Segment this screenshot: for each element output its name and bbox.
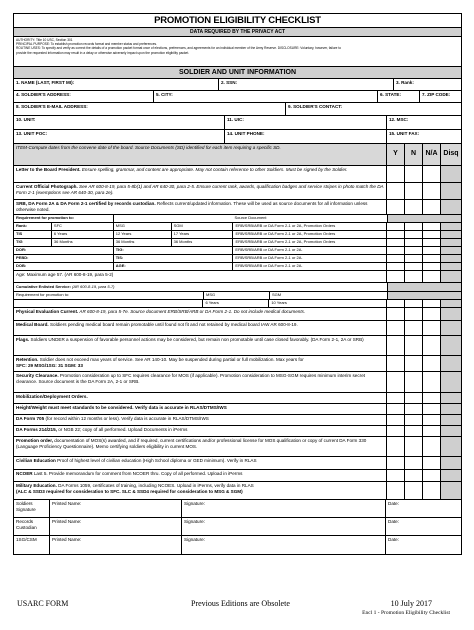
checklist-form xyxy=(13,13,462,555)
check-no[interactable] xyxy=(405,356,423,371)
cum-service-text xyxy=(14,283,388,291)
cum-req-label: Requirement for promotion to: xyxy=(14,292,204,299)
tis-source: ERB/SRB/ARB or DA Form 2-1 or 2A, Promotion Orders xyxy=(233,231,387,238)
check-yes[interactable] xyxy=(387,247,405,254)
dor-row xyxy=(14,247,461,255)
item-height-weight-text: Height/Weight must meet standards to be considered. Verify data is accurate in RLAS/DTMS/IWS xyxy=(14,404,387,414)
check-yes[interactable] xyxy=(387,415,405,425)
item-physical-title: Physical Evaluation Current. xyxy=(16,309,79,314)
rank-source: ERB/SRB/ARB or DA Form 2-1 or 2A, Promotion Orders xyxy=(233,223,387,230)
item-header: ITEM-Compute dates from the convene date of the board. Source Documents (SD) identified for each item requiring a specific SD. xyxy=(14,144,387,165)
unit-phone-field[interactable]: 14. UNIT PHONE: xyxy=(225,130,387,143)
tig-value-label[interactable]: TIG: xyxy=(114,247,234,254)
unit-fax-field[interactable]: 15. UNIT FAX: xyxy=(389,131,420,136)
check-yes[interactable] xyxy=(387,200,405,214)
item-physical-text xyxy=(14,308,387,320)
principal-purpose-text: PRINCIPAL PURPOSE: To establish promotion records format and member status and preferences. xyxy=(16,42,157,47)
records-date[interactable]: Date: xyxy=(388,519,399,524)
footer-obsolete: Previous Editions are Obsolete xyxy=(191,599,290,608)
city-field[interactable]: 5. CITY: xyxy=(154,91,378,102)
check-yes[interactable] xyxy=(387,457,405,469)
check-yes[interactable] xyxy=(387,437,405,456)
rank-field[interactable]: 3. Rank: xyxy=(396,80,414,85)
msc-field[interactable]: 12. MSC: xyxy=(389,117,409,122)
req-row xyxy=(14,215,461,223)
check-no[interactable] xyxy=(405,415,423,425)
privacy-statement xyxy=(14,37,461,67)
item-security-title: Security Clearance. xyxy=(16,373,59,378)
footer-form-name: USARC FORM xyxy=(17,599,69,608)
check-no[interactable] xyxy=(405,239,423,246)
check-na[interactable] xyxy=(423,255,441,262)
check-yes[interactable] xyxy=(387,166,405,182)
source-doc-label: Source Document xyxy=(114,215,388,222)
check-na[interactable] xyxy=(423,166,441,182)
check-no[interactable] xyxy=(405,393,423,403)
check-na[interactable] xyxy=(423,321,441,335)
item-letter-title: Letter to the Board President. xyxy=(16,167,81,172)
cum-rank-sgm: SGM xyxy=(270,292,388,299)
check-yes[interactable] xyxy=(387,231,405,238)
csm-printed-name[interactable]: Printed Name: xyxy=(50,536,182,554)
check-yes[interactable] xyxy=(387,426,405,436)
row-unit xyxy=(14,116,461,130)
check-na[interactable] xyxy=(423,231,441,238)
check-na[interactable] xyxy=(423,470,441,481)
check-disq[interactable] xyxy=(441,415,461,425)
col-disq: Disq xyxy=(443,150,459,157)
check-na[interactable] xyxy=(423,336,441,355)
rank-sgm: SGM xyxy=(172,223,234,230)
ssn-field[interactable]: 2. SSN: xyxy=(219,79,394,90)
check-na[interactable] xyxy=(423,415,441,425)
tig-msg: 36 Months xyxy=(114,239,172,246)
name-field[interactable]: 1. NAME (LAST, FIRST MI): xyxy=(14,79,219,90)
item-705-desc: (for record within 12 months or less). Verify data is accurate in RLAS/DTMS/IWS xyxy=(44,416,209,421)
age-value-label[interactable]: AGE: xyxy=(114,263,234,270)
item-military-ed xyxy=(14,482,461,500)
dob-source: ERB/SRB/ARB or DA Form 2-1 or 2A. xyxy=(233,263,387,270)
check-no[interactable] xyxy=(405,372,423,392)
address-field[interactable]: 4. SOLDIER'S ADDRESS: xyxy=(14,91,154,102)
check-na[interactable] xyxy=(423,239,441,246)
tig-sgm: 36 Months xyxy=(172,239,234,246)
item-physical-desc: AR 600-8-19, para 5-7e. Source document ERB/SRB/ARB or DA Form 2-1. Do not include medical documents. xyxy=(78,309,306,314)
item-civilian-title: Civilian Education xyxy=(16,458,56,463)
check-disq[interactable] xyxy=(441,300,461,307)
unit-field[interactable]: 10. UNIT: xyxy=(14,116,225,129)
item-military-req: (ALC & SSD3 required for consideration to SFC. SLC & SSD4 required for consideration to MSG & SGM) xyxy=(16,488,243,494)
check-disq[interactable] xyxy=(441,426,461,436)
footer-enclosure: Encl 1 - Promotion Eligibility Checklist xyxy=(362,610,450,616)
tis-label: TIS xyxy=(14,231,52,238)
item-medical-title: Medical Board. xyxy=(16,322,49,327)
check-disq[interactable] xyxy=(441,482,461,499)
tis-value-label[interactable]: TIS: xyxy=(114,255,234,262)
item-photo-text xyxy=(14,183,387,199)
row-address xyxy=(14,91,461,103)
rank-row xyxy=(14,223,461,231)
rank-label: Rank: xyxy=(14,223,52,230)
check-disq[interactable] xyxy=(441,437,461,456)
page-footer xyxy=(13,597,462,619)
check-na[interactable] xyxy=(423,271,441,282)
check-no[interactable] xyxy=(405,223,423,230)
check-no[interactable] xyxy=(405,426,423,436)
check-disq[interactable] xyxy=(441,271,461,282)
item-retention-max: SFC: 29 MSG/1SG: 31 SGM: 33 xyxy=(16,362,83,368)
check-no[interactable] xyxy=(405,271,423,282)
rank-sfc: SFC xyxy=(52,223,114,230)
shaded-block xyxy=(388,292,461,299)
item-srb-title: SRB, DA Form 2A & DA Form 2-1 certified by records custodian. xyxy=(16,201,156,206)
tig-row xyxy=(14,239,461,247)
check-no[interactable] xyxy=(405,166,423,182)
check-yes[interactable] xyxy=(387,482,405,499)
item-promotion-desc: documentation of MOS(s) awarded, and if required, current certifications and/or professional license for MOS qualification or copy of current DA Form 330 (Language Proficiency Questionnaire). Memo certifying soldiers eligibility in current MOS. xyxy=(16,438,367,449)
records-signature[interactable]: Signature: xyxy=(182,518,386,535)
check-yes[interactable] xyxy=(387,308,405,320)
check-disq[interactable] xyxy=(441,239,461,246)
item-photo xyxy=(14,183,461,200)
check-no[interactable] xyxy=(405,263,423,270)
item-medical-text xyxy=(14,321,387,335)
item-military-text xyxy=(14,482,387,499)
check-yes[interactable] xyxy=(387,223,405,230)
item-srb-text xyxy=(14,200,387,214)
check-na[interactable] xyxy=(423,263,441,270)
check-no[interactable] xyxy=(405,437,423,456)
routine-uses-text: ROUTINE USES: To specify and verify as correct the details of a promotion packet format once of elections, preferences, and agreements for an individual member of the Army Reserve. DISCLOSURE: Voluntary, however, failure to xyxy=(16,46,341,51)
check-no[interactable] xyxy=(405,457,423,469)
check-no[interactable] xyxy=(405,470,423,481)
item-214-desc: or NGB 22; copy of all performed. Upload Documents in iPerms xyxy=(56,427,188,432)
sig-row-soldier xyxy=(14,500,461,518)
item-ncoer-title: NCOER xyxy=(16,471,33,476)
item-flags xyxy=(14,336,461,356)
check-no[interactable] xyxy=(405,200,423,214)
soldier-date[interactable]: Date: xyxy=(388,501,399,506)
item-214-text xyxy=(14,426,387,436)
check-disq[interactable] xyxy=(441,263,461,270)
check-no[interactable] xyxy=(405,336,423,355)
item-security xyxy=(14,372,461,393)
tig-label: TIG xyxy=(14,239,52,246)
check-no[interactable] xyxy=(405,308,423,320)
check-na[interactable] xyxy=(423,200,441,214)
row-name xyxy=(14,79,461,91)
item-flags-text xyxy=(14,336,387,355)
col-na: N/A xyxy=(423,144,441,165)
req-label: Requirement for promotion to: xyxy=(14,215,114,222)
check-na[interactable] xyxy=(423,247,441,254)
contact-field[interactable]: 9. SOLDIER'S CONTACT: xyxy=(288,104,343,109)
check-disq[interactable] xyxy=(441,321,461,335)
check-yes[interactable] xyxy=(387,183,405,199)
check-na[interactable] xyxy=(423,372,441,392)
tis-row xyxy=(14,231,461,239)
item-form-705 xyxy=(14,415,461,426)
check-yes[interactable] xyxy=(387,239,405,246)
item-srb-desc: Reflects current/updated information. These will be used as source documents for all information unless otherwise noted. xyxy=(16,201,368,212)
check-no[interactable] xyxy=(405,482,423,499)
item-civilian-text xyxy=(14,457,387,469)
records-printed-name[interactable]: Printed Name: xyxy=(50,518,182,535)
item-letter xyxy=(14,166,461,183)
dob-row xyxy=(14,263,461,271)
item-ncoer-desc: Last 5. Provide memorandum for comment from NCOER thru. Copy of all performed. Upload in iPerms xyxy=(32,471,243,476)
tis-sfc: 6 Years xyxy=(52,231,114,238)
item-promotion-title: Promotion order, xyxy=(16,438,54,443)
item-ncoer-text xyxy=(14,470,387,481)
check-na[interactable] xyxy=(423,308,441,320)
age-requirement: Age: Maximum age 57. (AR 600-8-19, para 5-2) xyxy=(14,271,387,282)
pebd-source: ERB/SRB/ARB or DA Form 2-1 or 2A. xyxy=(233,255,387,262)
sig-row-records xyxy=(14,518,461,536)
authority-text: AUTHORITY: Title 10 USC, Section 301 xyxy=(16,38,73,42)
records-sig-label: Records Custodian xyxy=(14,518,50,535)
unit-poc-field[interactable]: 13. UNIT POC: xyxy=(14,130,225,143)
item-security-text xyxy=(14,372,387,392)
item-letter-text xyxy=(14,166,387,182)
check-no[interactable] xyxy=(405,300,423,307)
dob-label[interactable]: DOB: xyxy=(14,263,114,270)
cum-years-row xyxy=(14,300,461,308)
check-disq[interactable] xyxy=(441,457,461,469)
check-yes[interactable] xyxy=(387,271,405,282)
soldier-sig-label: Soldiers Signature xyxy=(14,500,50,517)
check-disq[interactable] xyxy=(441,231,461,238)
check-disq[interactable] xyxy=(441,470,461,481)
item-civilian-desc: Proof of highest level of civilian education (High School diploma or GED minimum). Verify in RLAS xyxy=(55,458,257,463)
check-yes[interactable] xyxy=(387,336,405,355)
item-214-title: DA Forms 214/215, xyxy=(16,427,57,432)
check-yes[interactable] xyxy=(387,404,405,414)
item-physical xyxy=(14,308,461,321)
tig-source: ERB/SRB/ARB or DA Form 2-1 or 2A, Promotion Orders xyxy=(233,239,387,246)
check-disq[interactable] xyxy=(441,336,461,355)
pebd-label[interactable]: PEBD: xyxy=(14,255,114,262)
cum-service-row xyxy=(14,283,461,292)
form-title: PROMOTION ELIGIBILITY CHECKLIST xyxy=(14,14,461,28)
check-yes[interactable] xyxy=(387,255,405,262)
checklist-header xyxy=(14,144,461,166)
cum-years-sgm: 10 Years xyxy=(269,300,387,307)
csm-date[interactable]: Date: xyxy=(388,537,399,542)
item-ncoer xyxy=(14,470,461,482)
item-flags-desc: Soldiers UNDER a suspension of favorable personnel actions may be considered, but remain non promotable until case closed favorably. (DA Form 2-1, 2A or SRB) xyxy=(29,337,364,342)
check-no[interactable] xyxy=(405,231,423,238)
dor-label[interactable]: DOR: xyxy=(14,247,114,254)
check-no[interactable] xyxy=(405,183,423,199)
check-yes[interactable] xyxy=(387,393,405,403)
age-row xyxy=(14,271,461,283)
check-yes[interactable] xyxy=(387,356,405,371)
check-no[interactable] xyxy=(405,255,423,262)
csm-signature[interactable]: Signature: xyxy=(182,536,386,554)
cum-service-title: Cumulative Enlisted Service: xyxy=(16,284,71,289)
pebd-row xyxy=(14,255,461,263)
section-header: SOLDIER AND UNIT INFORMATION xyxy=(14,67,461,79)
item-medical-desc: Soldiers pending medical board remain promotable until found not fit and not retained by medical board IAW AR 600-8-19. xyxy=(48,322,298,327)
row-poc xyxy=(14,130,461,144)
check-disq[interactable] xyxy=(441,372,461,392)
cum-rank-row xyxy=(14,292,461,300)
privacy-banner: DATA REQUIRED BY THE PRIVACY ACT xyxy=(14,28,461,37)
item-retention-text xyxy=(14,356,387,371)
item-letter-desc: Ensure spelling, grammar, and content are appropriate. May not contain reference to other Soldiers. Must be signed by the Soldier. xyxy=(80,167,348,172)
check-na[interactable] xyxy=(423,356,441,371)
check-no[interactable] xyxy=(405,247,423,254)
check-disq[interactable] xyxy=(441,200,461,214)
item-mobilization xyxy=(14,393,461,404)
check-disq[interactable] xyxy=(441,404,461,414)
col-yes: Y xyxy=(387,144,405,165)
check-no[interactable] xyxy=(405,321,423,335)
check-na[interactable] xyxy=(423,300,441,307)
item-photo-desc: See AR 600-8-19, para 5-8b(1) and AR 640-30, para 2-5. Ensure current rank, awards, qualification badges and service stripes in photo match the DA Form 2-1 (exemptions see AR 640-30, para 2e). xyxy=(16,184,384,195)
item-705-text xyxy=(14,415,387,425)
check-disq[interactable] xyxy=(441,223,461,230)
item-retention-desc: Soldier does not exceed max years of service. See AR 140-10. May be suspended during partial or full mobilization. Max years for xyxy=(38,357,304,362)
soldier-signature[interactable]: Signature: xyxy=(182,500,386,517)
check-na[interactable] xyxy=(423,183,441,199)
check-yes[interactable] xyxy=(387,470,405,481)
shaded-block xyxy=(388,283,461,291)
check-disq[interactable] xyxy=(441,183,461,199)
tis-sgm: 17 Years xyxy=(172,231,234,238)
check-disq[interactable] xyxy=(441,247,461,254)
cum-blank xyxy=(14,300,203,307)
check-na[interactable] xyxy=(423,426,441,436)
email-field[interactable]: 8. SOLDIER'S E-MAIL ADDRESS: xyxy=(14,103,286,115)
check-no[interactable] xyxy=(405,404,423,414)
item-photo-title: Current Official Photograph. xyxy=(16,184,78,189)
routine-uses-text-2: provide the requested information may result in a delay or otherwise adversely impact upon the promotion eligibility packet. xyxy=(16,50,190,55)
check-yes[interactable] xyxy=(387,372,405,392)
cum-years-msg: 6 Years xyxy=(203,300,269,307)
check-disq[interactable] xyxy=(441,166,461,182)
col-no: N xyxy=(405,144,423,165)
item-form-214 xyxy=(14,426,461,437)
item-retention-title: Retention. xyxy=(16,357,39,362)
shaded-block xyxy=(388,215,461,222)
item-military-title: Military Education. xyxy=(16,483,57,488)
item-mobilization-text: Mobilization/Deployment Orders. xyxy=(14,393,387,403)
check-disq[interactable] xyxy=(441,255,461,262)
state-field[interactable]: 6. STATE: xyxy=(378,91,420,102)
cum-rank-msg: MSG xyxy=(204,292,270,299)
item-security-desc: Promotion consideration up to SFC requires clearance for MOS (if applicable). Promotion consideration to MSG-SGM requires minimum interim secret clearance. Source document is the DA Form 2A, 2-1 or SRB. xyxy=(16,373,366,384)
check-na[interactable] xyxy=(423,223,441,230)
item-flags-title: Flags. xyxy=(16,337,30,342)
check-disq[interactable] xyxy=(441,393,461,403)
csm-sig-label: 1SG/CSM xyxy=(14,536,50,554)
check-disq[interactable] xyxy=(441,356,461,371)
footer-date: 10 July 2017 xyxy=(390,599,432,608)
uic-field[interactable]: 11. UIC: xyxy=(225,116,387,129)
item-srb xyxy=(14,200,461,215)
check-disq[interactable] xyxy=(441,308,461,320)
check-na[interactable] xyxy=(423,482,441,499)
tis-msg: 12 Years xyxy=(114,231,172,238)
check-na[interactable] xyxy=(423,393,441,403)
check-na[interactable] xyxy=(423,457,441,469)
check-yes[interactable] xyxy=(387,300,405,307)
item-promotion-order xyxy=(14,437,461,457)
zip-field[interactable]: 7. ZIP CODE: xyxy=(422,92,451,97)
check-yes[interactable] xyxy=(387,321,405,335)
item-promotion-text xyxy=(14,437,387,456)
check-na[interactable] xyxy=(423,404,441,414)
item-retention xyxy=(14,356,461,372)
check-yes[interactable] xyxy=(387,263,405,270)
item-705-title: DA Form 705 xyxy=(16,416,45,421)
item-military-desc: DA Forms 1059, certificates of training, including NCOES. Upload in iPerms, verify data in RLAS xyxy=(56,483,254,488)
cum-service-ref: (AR 600-8-19, para 5-7) xyxy=(70,284,115,289)
item-height-weight xyxy=(14,404,461,415)
check-na[interactable] xyxy=(423,437,441,456)
item-civilian-ed xyxy=(14,457,461,470)
item-medical xyxy=(14,321,461,336)
tig-sfc: 36 Months xyxy=(52,239,114,246)
row-email xyxy=(14,103,461,116)
dor-source: ERB/SRB/ARB or DA Form 2-1 or 2A. xyxy=(233,247,387,254)
rank-msg: MSG xyxy=(114,223,172,230)
sig-row-csm xyxy=(14,536,461,554)
soldier-printed-name[interactable]: Printed Name: xyxy=(50,500,182,517)
